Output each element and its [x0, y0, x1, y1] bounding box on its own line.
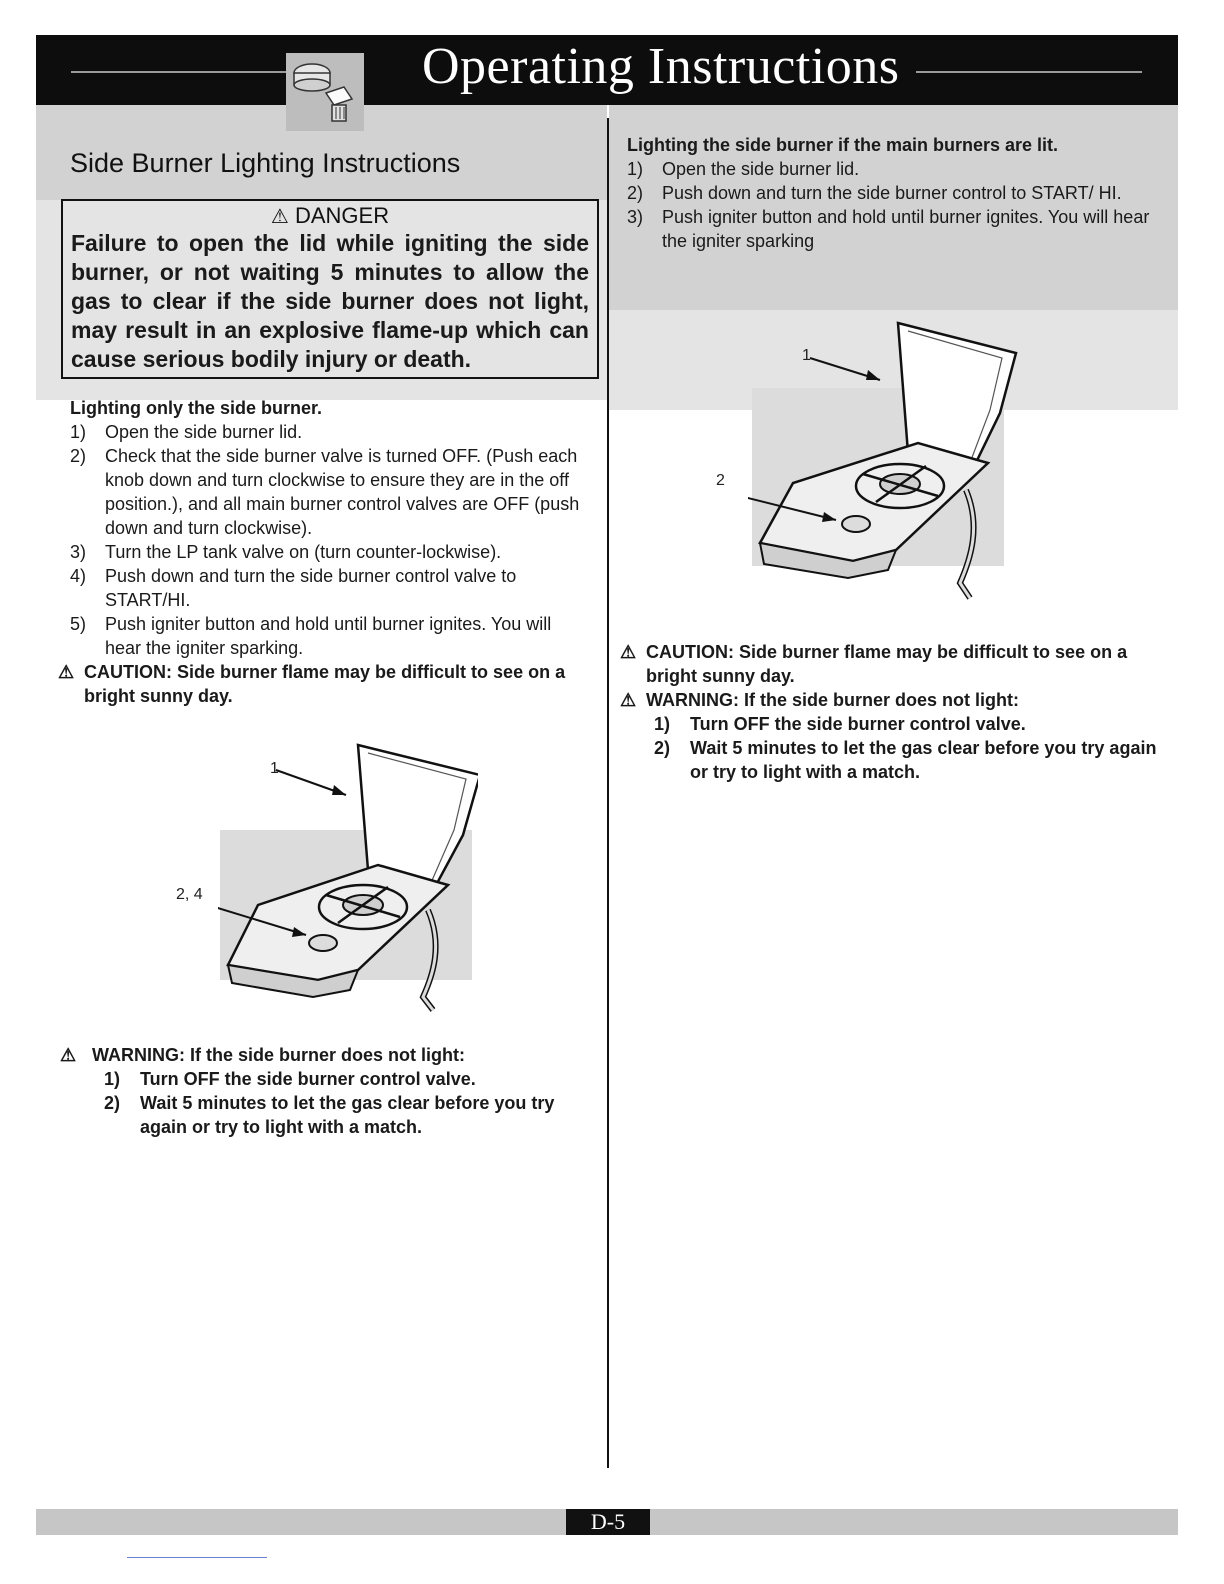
list-item: 3) Push igniter button and hold until burner ignites. You will hear the igniter sparking [627, 207, 1150, 251]
caution-note: ⚠ CAUTION: Side burner flame may be difficult to see on a bright sunny day. [620, 642, 1128, 686]
column-divider [607, 118, 609, 1468]
list-item: 1) Open the side burner lid. [627, 159, 860, 179]
header-rule-left [71, 71, 319, 73]
list-item: 2) Check that the side burner valve is turned OFF. (Push each knob down and turn clockwise to ensure they are in the off position.), and all main burner control valves are OFF (push down and turn clockwise). [70, 446, 580, 538]
danger-text: Failure to open the lid while igniting the side burner, or not waiting 5 minutes to allow the gas to clear if the side burner does not light, may result in an explosive flame-up which can cause serious bodily injury or death. [71, 230, 589, 372]
figure-label-lid: 1 [802, 347, 811, 364]
header-rule-right [916, 71, 1142, 73]
list-item: 4) Push down and turn the side burner control valve to START/HI. [70, 566, 517, 610]
side-burner-diagram-right [748, 318, 1028, 608]
warning-triangle-icon: ⚠ [620, 690, 637, 710]
figure-label-knob: 2 [716, 472, 725, 489]
list-item: 5) Push igniter button and hold until burner ignites. You will hear the igniter sparking. [70, 614, 552, 658]
left-heading: Lighting only the side burner. [70, 398, 323, 418]
list-item: 3) Turn the LP tank valve on (turn counter-lockwise). [70, 542, 502, 562]
page-title: Operating Instructions [422, 38, 900, 95]
right-heading: Lighting the side burner if the main burners are lit. [627, 135, 1059, 155]
side-burner-knob-icon [286, 53, 364, 131]
caution-note: ⚠ CAUTION: Side burner flame may be difficult to see on a bright sunny day. [58, 662, 566, 706]
list-item: 1) Turn OFF the side burner control valve. [654, 714, 1026, 734]
figure-label-knob: 2, 4 [176, 886, 203, 903]
danger-box [61, 199, 599, 379]
page-header [36, 35, 1178, 105]
left-instructions [58, 396, 590, 708]
warning-heading: ⚠ WARNING: If the side burner does not light: [60, 1045, 465, 1065]
danger-label: DANGER [294, 203, 390, 228]
warning-triangle-icon: ⚠ [270, 206, 289, 228]
side-burner-diagram [218, 735, 478, 1025]
warning-triangle-icon: ⚠ [60, 1045, 77, 1065]
figure-label-lid: 1 [270, 760, 279, 777]
page-footer [36, 1509, 1178, 1535]
left-warning [60, 1043, 590, 1139]
list-item: 2) Wait 5 minutes to let the gas clear before you try again or try to light with a match. [654, 738, 1157, 782]
danger-heading [63, 203, 597, 229]
warning-triangle-icon: ⚠ [620, 642, 637, 662]
warning-heading: ⚠ WARNING: If the side burner does not light: [620, 690, 1019, 710]
page-number: D-5 [566, 1509, 650, 1535]
list-item: 2) Push down and turn the side burner control to START/ HI. [627, 183, 1122, 203]
right-notes [620, 640, 1160, 784]
bottom-rule [127, 1557, 267, 1558]
right-instructions [627, 133, 1157, 253]
list-item: 1) Turn OFF the side burner control valve. [104, 1069, 476, 1089]
section-title: Side Burner Lighting Instructions [70, 148, 461, 178]
list-item: 1) Open the side burner lid. [70, 422, 303, 442]
warning-triangle-icon: ⚠ [58, 662, 75, 682]
list-item: 2) Wait 5 minutes to let the gas clear before you try again or try to light with a match. [104, 1093, 555, 1137]
